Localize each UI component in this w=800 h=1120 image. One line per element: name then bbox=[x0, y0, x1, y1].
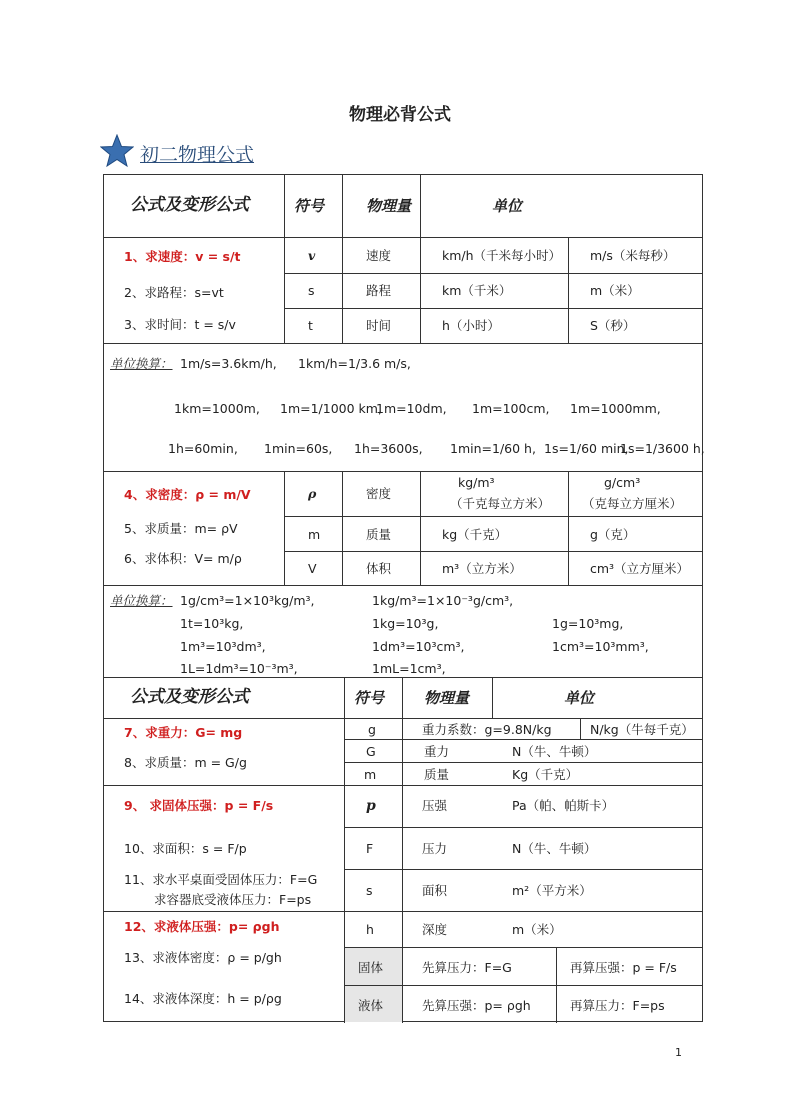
formula-liquid-force: 求容器底受液体压力：F=ps bbox=[154, 892, 312, 907]
step-solid-force: 先算压力：F=G bbox=[422, 960, 512, 975]
quantity-distance: 路程 bbox=[366, 283, 392, 298]
formula-solid-pressure: 9、 求固体压强：p = F/s bbox=[124, 798, 274, 813]
quantity-area: 面积 bbox=[422, 883, 448, 898]
conv2-item: 1m³=10³dm³, bbox=[180, 639, 266, 654]
symbol-V: V bbox=[308, 561, 317, 576]
unit-m: m（米） bbox=[590, 283, 640, 298]
unit-g: g（克） bbox=[590, 527, 636, 542]
conv1-item: 1m/s=3.6km/h, bbox=[180, 356, 277, 371]
unit-newton: N（牛、牛顿） bbox=[512, 744, 597, 759]
header-formula: 公式及变形公式 bbox=[130, 195, 249, 215]
quantity-force: 压力 bbox=[422, 841, 448, 856]
star-icon bbox=[100, 134, 134, 168]
quantity-gravity: 重力 bbox=[424, 744, 450, 759]
header-quantity: 物理量 bbox=[366, 197, 412, 215]
document-title: 物理必背公式 bbox=[349, 105, 451, 125]
quantity-gravity-coef: 重力系数：g=9.8N/kg bbox=[422, 722, 552, 737]
unit-kgm3-text: （千克每立方米） bbox=[450, 496, 551, 511]
conv2-item: 1g=10³mg, bbox=[552, 616, 624, 631]
conv1-item: 1m=100cm, bbox=[472, 401, 550, 416]
formula-liquid-density: 13、求液体密度：ρ = p/gh bbox=[124, 950, 282, 965]
quantity-speed: 速度 bbox=[366, 248, 392, 263]
step-liquid-pressure: 先算压强：p= ρgh bbox=[422, 998, 531, 1013]
quantity-depth: 深度 bbox=[422, 922, 448, 937]
step-liquid-force: 再算压力：F=ps bbox=[570, 998, 665, 1013]
conv1-item: 1h=3600s, bbox=[354, 441, 423, 456]
unit-gcm3-text: （克每立方厘米） bbox=[582, 496, 683, 511]
conv1-item: 1min=1/60 h, bbox=[450, 441, 536, 456]
conv2-item: 1t=10³kg, bbox=[180, 616, 244, 631]
symbol-v: v bbox=[308, 248, 316, 263]
symbol-m: m bbox=[308, 527, 321, 542]
section-title: 初二物理公式 bbox=[140, 144, 255, 166]
conv2-item: 1g/cm³=1×10³kg/m³, bbox=[180, 593, 315, 608]
formula-mass-g: 8、求质量：m = G/g bbox=[124, 755, 247, 770]
conv2-item: 1L=1dm³=10⁻³m³, bbox=[180, 661, 298, 676]
symbol-rho: ρ bbox=[308, 486, 317, 501]
symbol-t: t bbox=[308, 318, 313, 333]
conv2-item: 1kg/m³=1×10⁻³g/cm³, bbox=[372, 593, 514, 608]
conv2-item: 1kg=10³g, bbox=[372, 616, 439, 631]
unit-s: S（秒） bbox=[590, 318, 636, 333]
header-formula-2: 公式及变形公式 bbox=[130, 687, 249, 707]
conv1-item: 1m=1000mm, bbox=[570, 401, 661, 416]
unit-kmh: km/h（千米每小时） bbox=[442, 248, 562, 263]
unit-kg: kg（千克） bbox=[442, 527, 508, 542]
conversion-label-1: 单位换算： bbox=[110, 356, 173, 371]
unit-m2: m²（平方米） bbox=[512, 883, 592, 898]
conv1-item: 1km=1000m, bbox=[174, 401, 260, 416]
header-symbol-2: 符号 bbox=[354, 689, 385, 707]
conv1-item: 1s=1/3600 h, bbox=[620, 441, 705, 456]
header-symbol: 符号 bbox=[294, 197, 325, 215]
symbol-p: p bbox=[366, 798, 376, 814]
formula-liquid-depth: 14、求液体深度：h = p/ρg bbox=[124, 991, 282, 1006]
formula-distance: 2、求路程：s=vt bbox=[124, 285, 224, 300]
symbol-s: s bbox=[308, 283, 315, 298]
header-unit: 单位 bbox=[492, 197, 523, 215]
formula-mass: 5、求质量：m= ρV bbox=[124, 521, 238, 536]
quantity-time: 时间 bbox=[366, 318, 392, 333]
quantity-volume: 体积 bbox=[366, 561, 392, 576]
conversion-label-2: 单位换算： bbox=[110, 593, 173, 608]
unit-newton-2: N（牛、牛顿） bbox=[512, 841, 597, 856]
label-liquid: 液体 bbox=[358, 998, 384, 1013]
unit-nkg: N/kg（牛每千克） bbox=[590, 722, 694, 737]
formula-volume: 6、求体积：V= m/ρ bbox=[124, 551, 242, 566]
unit-ms: m/s（米每秒） bbox=[590, 248, 676, 263]
unit-kg-2: Kg（千克） bbox=[512, 767, 579, 782]
formula-area: 10、求面积：s = F/p bbox=[124, 841, 247, 856]
symbol-G: G bbox=[366, 744, 376, 759]
unit-km: km（千米） bbox=[442, 283, 512, 298]
section-heading bbox=[100, 134, 400, 174]
conv2-item: 1mL=1cm³, bbox=[372, 661, 446, 676]
formula-time: 3、求时间：t = s/v bbox=[124, 317, 236, 332]
unit-kgm3: kg/m³ bbox=[458, 475, 495, 490]
symbol-s-2: s bbox=[366, 883, 373, 898]
conv1-item: 1h=60min, bbox=[168, 441, 238, 456]
unit-m3: m³（立方米） bbox=[442, 561, 522, 576]
conv1-item: 1min=60s, bbox=[264, 441, 333, 456]
conv1-item: 1km/h=1/3.6 m/s, bbox=[298, 356, 411, 371]
formula-liquid-pressure: 12、求液体压强：p= ρgh bbox=[124, 919, 280, 934]
formula-gravity: 7、求重力：G= mg bbox=[124, 725, 243, 740]
page-number: 1 bbox=[675, 1046, 682, 1059]
header-unit-2: 单位 bbox=[564, 689, 595, 707]
quantity-mass: 质量 bbox=[366, 527, 392, 542]
label-solid: 固体 bbox=[358, 960, 384, 975]
conv1-item: 1s=1/60 min, bbox=[544, 441, 629, 456]
unit-cm3: cm³（立方厘米） bbox=[590, 561, 690, 576]
quantity-mass-2: 质量 bbox=[424, 767, 450, 782]
symbol-F: F bbox=[366, 841, 374, 856]
quantity-density: 密度 bbox=[366, 486, 392, 501]
unit-gcm3: g/cm³ bbox=[604, 475, 641, 490]
quantity-pressure: 压强 bbox=[422, 798, 448, 813]
conv1-item: 1m=1/1000 km, bbox=[280, 401, 382, 416]
formula-solid-force: 11、求水平桌面受固体压力：F=G bbox=[124, 872, 318, 887]
symbol-g: g bbox=[368, 722, 376, 737]
unit-m-2: m（米） bbox=[512, 922, 562, 937]
header-quantity-2: 物理量 bbox=[424, 689, 470, 707]
step-solid-pressure: 再算压强：p = F/s bbox=[570, 960, 677, 975]
unit-pa: Pa（帕、帕斯卡） bbox=[512, 798, 615, 813]
formula-density: 4、求密度：ρ = m/V bbox=[124, 487, 251, 502]
conv1-item: 1m=10dm, bbox=[376, 401, 447, 416]
formula-speed: 1、求速度：v = s/t bbox=[124, 249, 241, 264]
conv2-item: 1dm³=10³cm³, bbox=[372, 639, 465, 654]
conv2-item: 1cm³=10³mm³, bbox=[552, 639, 649, 654]
symbol-m-2: m bbox=[364, 767, 377, 782]
symbol-h: h bbox=[366, 922, 374, 937]
unit-h: h（小时） bbox=[442, 318, 500, 333]
formula-table bbox=[103, 174, 703, 1022]
